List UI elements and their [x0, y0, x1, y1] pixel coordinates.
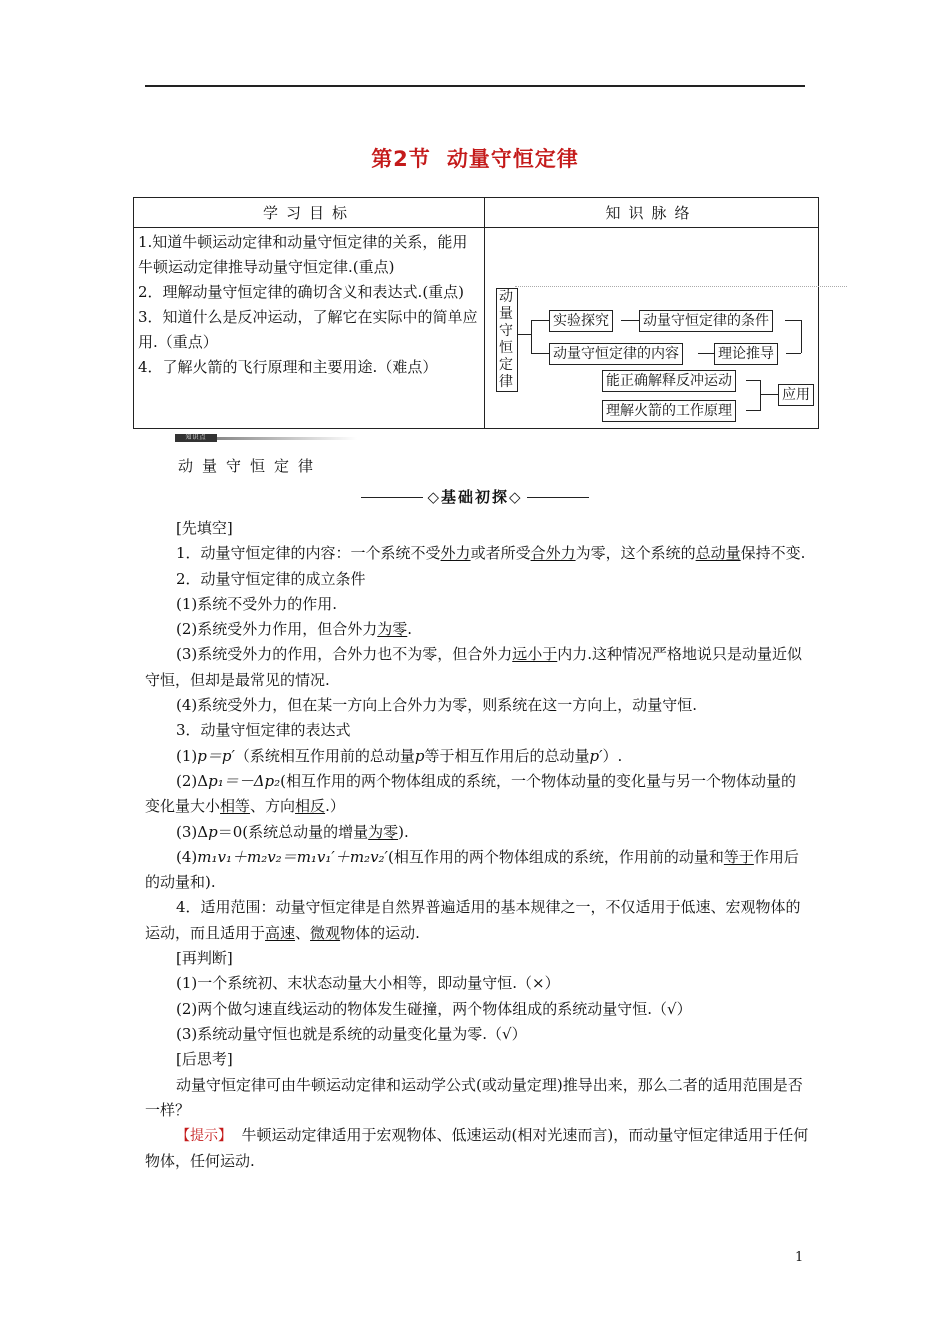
expression-2: (2)Δp₁＝－Δp₂(相互作用的两个物体组成的系统，一个物体动量的变化量与另一个物体动量的变化量大小相等、方向相反.）: [145, 771, 797, 816]
tip-paragraph: 【提示】 牛顿运动定律适用于宏观物体、低速运动(相对光速而言)，而动量守恒定律适用于任何物体，任何运动.: [145, 1126, 809, 1171]
section-heading: 动量守恒定律: [178, 457, 323, 475]
judge-item-2: (2)两个做匀速直线运动的物体发生碰撞，两个物体组成的系统动量守恒.（√）: [176, 999, 692, 1018]
expression-4: (4)m₁v₁＋m₂v₂＝m₁v₁′＋m₂v₂′(相互作用的两个物体组成的系统，作用前的动量和等于作用后的动量和).: [145, 847, 799, 892]
judge-item-1: (1)一个系统初、末状态动量大小相等，即动量守恒.（×）: [176, 974, 560, 993]
basic-explore-banner: [0, 486, 950, 507]
knowledge-point-tag: [175, 432, 355, 444]
condition-4: (4)系统受外力，但在某一方向上合外力为零，则系统在这一方向上，动量守恒.: [176, 696, 698, 715]
think-label: [后思考]: [176, 1050, 233, 1069]
judge-label: [再判断]: [176, 949, 233, 968]
paragraph-1: 1．动量守恒定律的内容：一个系统不受外力或者所受合外力为零，这个系统的总动量保持不变.: [176, 544, 806, 563]
section-title: 动量守恒定律: [446, 147, 579, 171]
paragraph-3: 3．动量守恒定律的表达式: [176, 721, 351, 740]
banner-text: ◇基础初探◇: [427, 488, 523, 506]
condition-3: (3)系统受外力的作用，合外力也不为零，但合外力远小于内力.这种情况严格地说只是动量近似守恒，但却是最常见的情况.: [145, 645, 803, 689]
objectives-list: [134, 228, 485, 429]
objectives-table: [133, 197, 819, 429]
judge-item-3: (3)系统动量守恒也就是系统的动量变化量为零.（√）: [176, 1024, 527, 1043]
objective-item: 1.知道牛顿运动定律和动量守恒定律的关系，能用牛顿运动定律推导动量守恒定律.(重点): [138, 233, 468, 276]
objectives-header: 学习目标: [134, 198, 485, 228]
main-content: [145, 516, 810, 1175]
map-node-rocket: 理解火箭的工作原理: [602, 400, 736, 422]
map-node-apply: 应用: [778, 384, 814, 406]
knowledge-point-label: 知识点: [175, 434, 217, 442]
objective-item: 3．知道什么是反冲运动，了解它在实际中的简单应用.（重点）: [138, 308, 478, 351]
page-title: [0, 143, 950, 173]
knowledge-map: [485, 228, 819, 429]
paragraph-4: 4．适用范围：动量守恒定律是自然界普遍适用的基本规律之一，不仅适用于低速、宏观物体的运动，而且适用于高速、微观物体的运动.: [145, 898, 801, 942]
think-question: 动量守恒定律可由牛顿运动定律和运动学公式(或动量定理)推导出来，那么二者的适用范围是否一样？: [145, 1075, 803, 1119]
map-node-derivation: 理论推导: [714, 343, 778, 365]
tip-label: 【提示】: [176, 1128, 232, 1145]
paragraph-2: 2．动量守恒定律的成立条件: [176, 569, 366, 588]
header-rule: [145, 85, 805, 87]
objective-item: 2．理解动量守恒定律的确切含义和表达式.(重点): [138, 283, 465, 301]
map-node-experiment: 实验探究: [549, 310, 613, 332]
expression-3: (3)Δp＝0(系统总动量的增量为零).: [176, 822, 409, 841]
fill-blank-label: [先填空]: [176, 519, 233, 537]
map-node-content: 动量守恒定律的内容: [549, 343, 683, 365]
map-root: 动量守恒定律: [496, 288, 518, 392]
condition-2: (2)系统受外力作用，但合外力为零.: [176, 620, 413, 639]
knowledge-map-header: 知识脉络: [485, 198, 819, 228]
map-node-condition: 动量守恒定律的条件: [639, 310, 773, 332]
section-number: 第2节: [371, 147, 431, 171]
page-number: 1: [795, 1250, 804, 1265]
objective-item: 4．了解火箭的飞行原理和主要用途.（难点）: [138, 358, 438, 376]
map-node-explain: 能正确解释反冲运动: [602, 370, 736, 392]
expression-1: (1)p＝p′（系统相互作用前的总动量p等于相互作用后的总动量p′）.: [176, 746, 623, 765]
condition-1: (1)系统不受外力的作用.: [176, 594, 338, 613]
